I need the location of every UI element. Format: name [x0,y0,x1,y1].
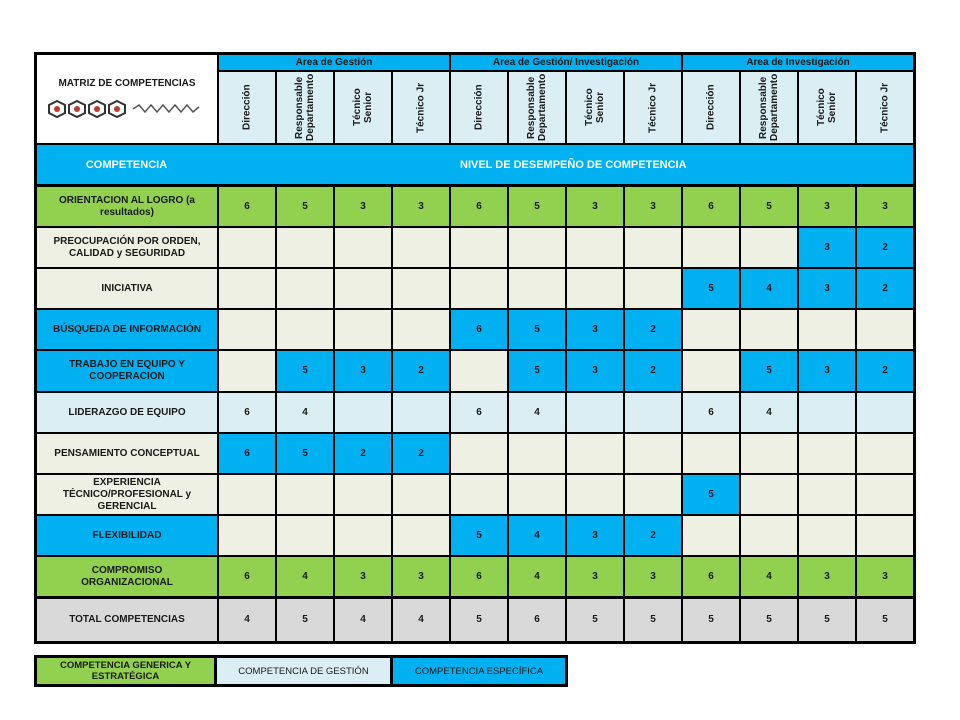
banner-nivel: NIVEL DE DESEMPEÑO DE COMPETENCIA [216,145,913,184]
competency-value [857,393,913,432]
area-header: Area de Gestión [219,55,449,70]
competency-label: PENSAMIENTO CONCEPTUAL [37,434,217,473]
competency-value [567,269,623,308]
total-value: 4 [393,599,449,641]
competency-value [335,393,391,432]
competency-value [451,434,507,473]
competency-value [393,228,449,267]
total-value: 5 [625,599,681,641]
position-header: Responsable Departamento [741,72,797,143]
competency-value [799,516,855,555]
competency-value: 5 [683,475,739,514]
competency-value: 6 [451,557,507,596]
competency-value [567,228,623,267]
page-title: MATRIZ DE COMPETENCIAS [58,78,196,89]
competency-value: 2 [625,310,681,349]
competency-value [393,516,449,555]
area-header: Area de Gestión/ Investigación [451,55,681,70]
competency-value [625,393,681,432]
total-value: 6 [509,599,565,641]
competency-value: 4 [509,516,565,555]
competency-value [451,269,507,308]
competency-label: LIDERAZGO DE EQUIPO [37,393,217,432]
competency-value [335,475,391,514]
competency-value [335,310,391,349]
competency-value [683,310,739,349]
competency-value [509,269,565,308]
position-header: Responsable Departamento [277,72,333,143]
competency-label: INICIATIVA [37,269,217,308]
competency-value [567,393,623,432]
competency-value: 5 [277,434,333,473]
competency-value: 4 [277,557,333,596]
competency-value [625,434,681,473]
position-header: Dirección [683,72,739,143]
competency-value [393,269,449,308]
competency-value: 3 [335,351,391,391]
position-header: Técnico Senior [335,72,391,143]
competency-value [625,269,681,308]
competency-value: 3 [393,557,449,596]
competency-value [857,516,913,555]
competency-value: 5 [509,187,565,226]
competency-value [683,516,739,555]
competency-value [741,475,797,514]
competency-value [277,516,333,555]
competency-value: 6 [683,393,739,432]
competency-value [451,475,507,514]
competency-value [393,393,449,432]
competency-value: 2 [335,434,391,473]
competency-label: FLEXIBILIDAD [37,516,217,555]
competency-value [741,228,797,267]
competency-value: 3 [799,187,855,226]
competency-value: 3 [393,187,449,226]
competency-value [625,228,681,267]
competency-value: 3 [799,269,855,308]
competency-value: 5 [683,269,739,308]
competency-value: 2 [625,351,681,391]
competency-value: 2 [857,228,913,267]
competency-value [277,228,333,267]
total-value: 4 [335,599,391,641]
competency-value [219,475,275,514]
competency-value: 6 [451,310,507,349]
position-header: Técnico Jr [857,72,913,143]
position-header: Técnico Senior [567,72,623,143]
competency-value [509,475,565,514]
competency-value [509,434,565,473]
competency-label: ORIENTACION AL LOGRO (a resultados) [37,187,217,226]
competency-value: 5 [277,187,333,226]
competency-value: 4 [509,557,565,596]
legend-item: COMPETENCIA DE GESTIÓN [217,658,390,684]
competency-value: 3 [335,187,391,226]
banner-competencia: COMPETENCIA [37,145,216,184]
legend-item: COMPETENCIA GENERICA Y ESTRATÉGICA [37,658,214,684]
competency-value: 5 [451,516,507,555]
competency-label: BÚSQUEDA DE INFORMACIÓN [37,310,217,349]
competency-value: 4 [741,557,797,596]
competency-value: 5 [741,351,797,391]
competency-value [799,434,855,473]
competency-matrix [34,52,916,644]
competency-value [335,516,391,555]
total-value: 5 [451,599,507,641]
competency-value [683,228,739,267]
competency-value [335,228,391,267]
legend [34,655,568,687]
competency-value [509,228,565,267]
competency-value [857,434,913,473]
competency-value [451,228,507,267]
competency-value: 6 [219,434,275,473]
competency-value [683,351,739,391]
competency-value [741,310,797,349]
competency-value [799,393,855,432]
area-header: Area de Investigación [683,55,913,70]
competency-value [335,269,391,308]
competency-value [219,310,275,349]
position-header: Técnico Jr [393,72,449,143]
competency-value: 5 [741,187,797,226]
competency-value [277,475,333,514]
competency-value: 3 [625,557,681,596]
total-value: 5 [683,599,739,641]
total-label: TOTAL COMPETENCIAS [37,599,217,641]
competency-value: 3 [567,516,623,555]
competency-value [567,434,623,473]
competency-value: 2 [393,434,449,473]
competency-value: 3 [567,351,623,391]
title-cell [37,55,217,143]
total-value: 5 [567,599,623,641]
competency-value [219,269,275,308]
competency-value: 3 [625,187,681,226]
competency-value: 5 [509,351,565,391]
competency-value: 6 [451,393,507,432]
competency-value: 3 [567,557,623,596]
competency-value: 6 [219,393,275,432]
position-header: Técnico Senior [799,72,855,143]
competency-value [857,310,913,349]
legend-item: COMPETENCIA ESPECÍFICA [393,658,565,684]
competency-value [741,434,797,473]
competency-value [277,310,333,349]
competency-value: 3 [799,228,855,267]
competency-value: 2 [857,269,913,308]
position-header: Dirección [451,72,507,143]
competency-value: 4 [741,393,797,432]
position-header: Técnico Jr [625,72,681,143]
total-value: 5 [277,599,333,641]
total-value: 5 [799,599,855,641]
competency-value [799,475,855,514]
competency-value: 3 [567,187,623,226]
competency-value: 2 [393,351,449,391]
total-value: 5 [857,599,913,641]
competency-label: PREOCUPACIÓN POR ORDEN, CALIDAD y SEGURIDAD [37,228,217,267]
competency-value: 6 [219,187,275,226]
competency-value: 3 [857,187,913,226]
total-value: 4 [219,599,275,641]
competency-value: 5 [509,310,565,349]
competency-value: 3 [799,557,855,596]
competency-value [219,351,275,391]
competency-value [625,475,681,514]
competency-value [683,434,739,473]
competency-value [567,475,623,514]
competency-value: 3 [567,310,623,349]
competency-value: 4 [509,393,565,432]
competency-value [741,516,797,555]
position-header: Dirección [219,72,275,143]
competency-value: 3 [335,557,391,596]
competency-value: 6 [219,557,275,596]
position-header: Responsable Departamento [509,72,565,143]
competency-value [451,351,507,391]
competency-value [857,475,913,514]
competency-value [219,516,275,555]
competency-value [393,310,449,349]
competency-label: TRABAJO EN EQUIPO Y COOPERACION [37,351,217,391]
competency-label: COMPROMISO ORGANIZACIONAL [37,557,217,596]
competency-value: 6 [683,187,739,226]
competency-label: EXPERIENCIA TÉCNICO/PROFESIONAL y GERENCIAL [37,475,217,514]
competency-value [393,475,449,514]
molecule-logo-icon [45,98,205,120]
competency-value: 5 [277,351,333,391]
competency-value [219,228,275,267]
competency-value: 6 [683,557,739,596]
competency-value: 3 [857,557,913,596]
competency-value: 6 [451,187,507,226]
competency-value: 4 [741,269,797,308]
competency-value [799,310,855,349]
total-value: 5 [741,599,797,641]
competency-value: 2 [857,351,913,391]
competency-value: 2 [625,516,681,555]
competency-value: 3 [799,351,855,391]
competency-value [277,269,333,308]
competency-value: 4 [277,393,333,432]
